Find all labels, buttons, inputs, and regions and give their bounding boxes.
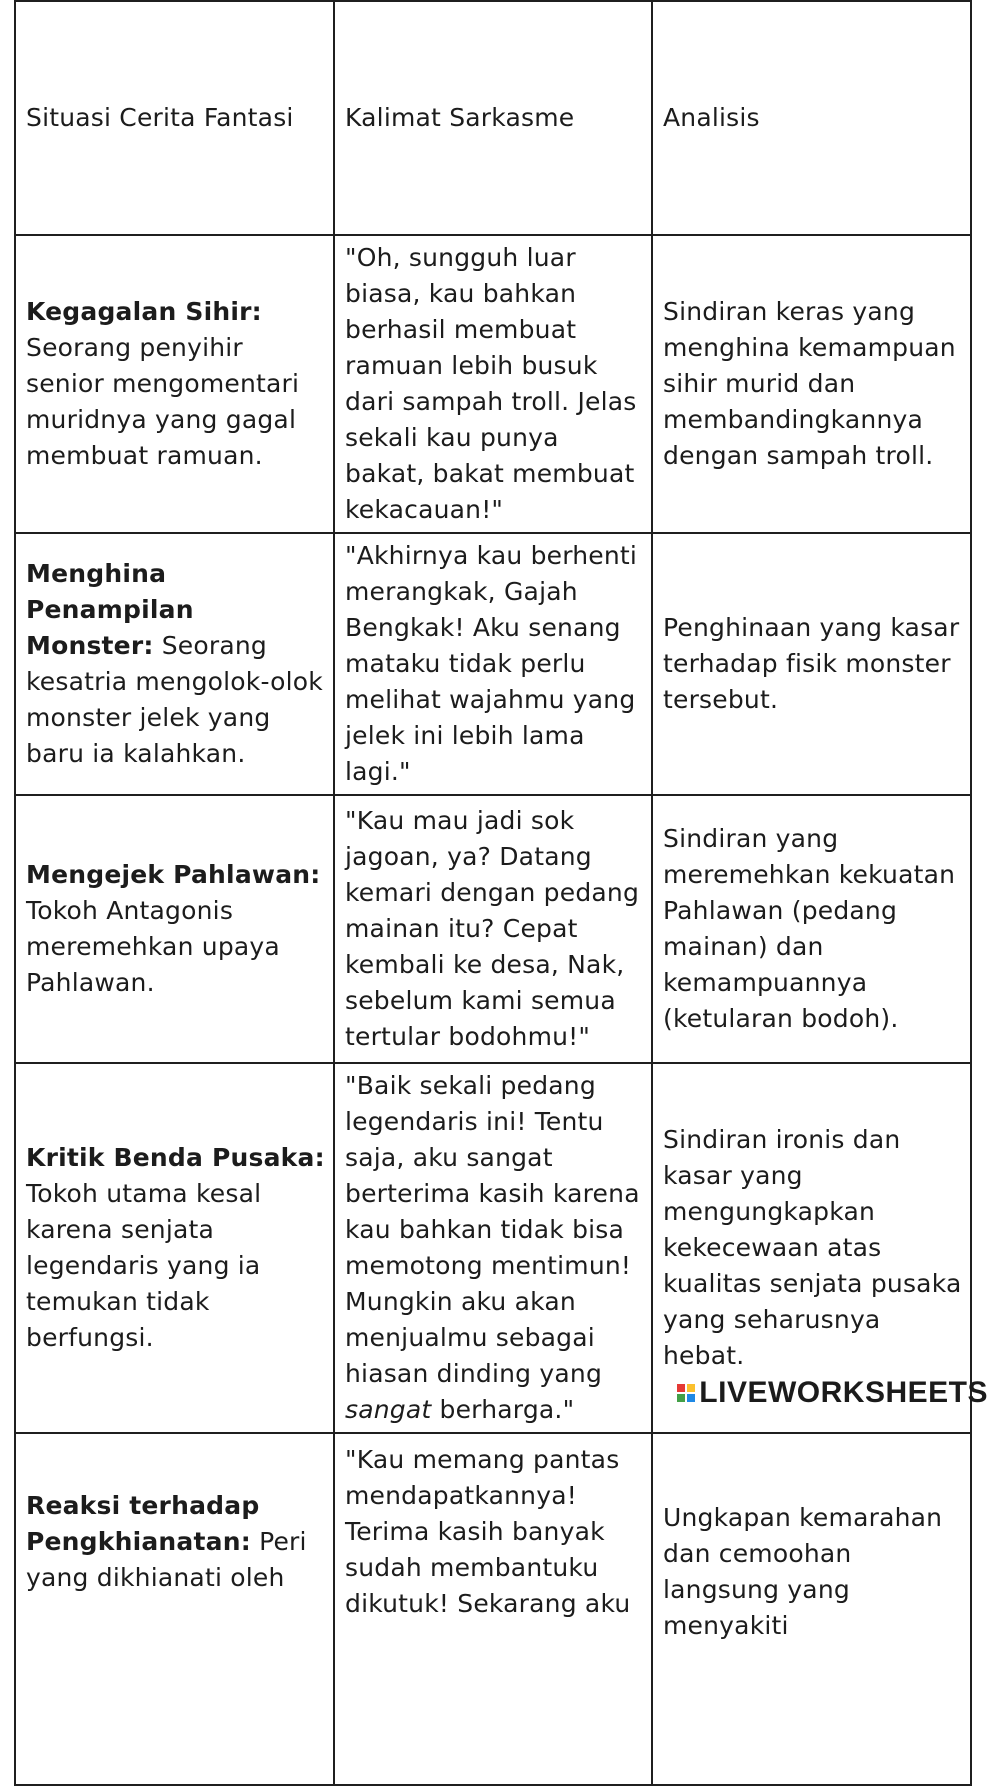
sarcasm-text: "Baik sekali pedang legendaris ini! Tentu saja, aku sangat berterima kasih karena kau bahkan tidak bisa memotong mentimun! Mungkin aku akan menjualmu sebagai hiasan dinding yang — [345, 1071, 640, 1388]
liveworksheets-logo-icon — [677, 1384, 695, 1402]
sarcasm-emphasis: sangat — [345, 1395, 432, 1424]
table-row — [15, 795, 971, 1063]
analysis-cell: Sindiran ironis dan kasar yang mengungkapkan kekecewaan atas kualitas senjata pusaka yang seharusnya hebat. — [652, 1063, 971, 1433]
sarcasm-cell: "Oh, sungguh luar biasa, kau bahkan berhasil membuat ramuan lebih busuk dari sampah troll. Jelas sekali kau punya bakat, bakat membuat kekacauan!" — [334, 235, 652, 533]
situation-text: Tokoh utama kesal karena senjata legendaris yang ia temukan tidak berfungsi. — [26, 1179, 262, 1352]
situation-title: Mengejek Pahlawan: — [26, 860, 321, 889]
header-analysis: Analisis — [652, 1, 971, 235]
situation-cell — [15, 1063, 334, 1433]
situation-title: Menghina Penampilan Monster: — [26, 559, 194, 660]
situation-text: Seorang penyihir senior mengomentari muridnya yang gagal membuat ramuan. — [26, 333, 300, 470]
sarcasm-cell: "Akhirnya kau berhenti merangkak, Gajah Bengkak! Aku senang mataku tidak perlu melihat wajahmu yang jelek ini lebih lama lagi." — [334, 533, 652, 795]
liveworksheets-watermark — [677, 1376, 988, 1410]
analysis-cell: Sindiran yang meremehkan kekuatan Pahlawan (pedang mainan) dan kemampuannya (ketularan bodoh). — [652, 795, 971, 1063]
situation-text: Seorang kesatria mengolok-olok monster jelek yang baru ia kalahkan. — [26, 631, 323, 768]
header-row — [15, 1, 971, 235]
sarcasm-table — [14, 0, 972, 1786]
situation-title: Kegagalan Sihir: — [26, 297, 262, 326]
watermark-text: LIVEWORKSHEETS — [699, 1376, 988, 1409]
situation-cell — [15, 795, 334, 1063]
analysis-cell: Ungkapan kemarahan dan cemoohan langsung yang menyakiti — [652, 1433, 971, 1785]
table-row — [15, 1433, 971, 1785]
situation-text: Peri yang dikhianati oleh — [26, 1527, 307, 1592]
situation-cell — [15, 1433, 334, 1785]
header-situation: Situasi Cerita Fantasi — [15, 1, 334, 235]
sarcasm-cell: "Kau memang pantas mendapatkannya! Terima kasih banyak sudah membantuku dikutuk! Sekarang aku — [334, 1433, 652, 1785]
analysis-cell: Sindiran keras yang menghina kemampuan sihir murid dan membandingkannya dengan sampah troll. — [652, 235, 971, 533]
header-sarcasm: Kalimat Sarkasme — [334, 1, 652, 235]
table-row — [15, 235, 971, 533]
analysis-cell: Penghinaan yang kasar terhadap fisik monster tersebut. — [652, 533, 971, 795]
situation-title: Kritik Benda Pusaka: — [26, 1143, 325, 1172]
sarcasm-text-end: berharga." — [431, 1395, 575, 1424]
sarcasm-cell — [334, 1063, 652, 1433]
table-row — [15, 533, 971, 795]
situation-text: Tokoh Antagonis meremehkan upaya Pahlawan. — [26, 896, 280, 997]
situation-title: Reaksi terhadap Pengkhianatan: — [26, 1491, 260, 1556]
situation-cell — [15, 533, 334, 795]
situation-cell — [15, 235, 334, 533]
sarcasm-cell: "Kau mau jadi sok jagoan, ya? Datang kemari dengan pedang mainan itu? Cepat kembali ke desa, Nak, sebelum kami semua tertular bodohmu!" — [334, 795, 652, 1063]
